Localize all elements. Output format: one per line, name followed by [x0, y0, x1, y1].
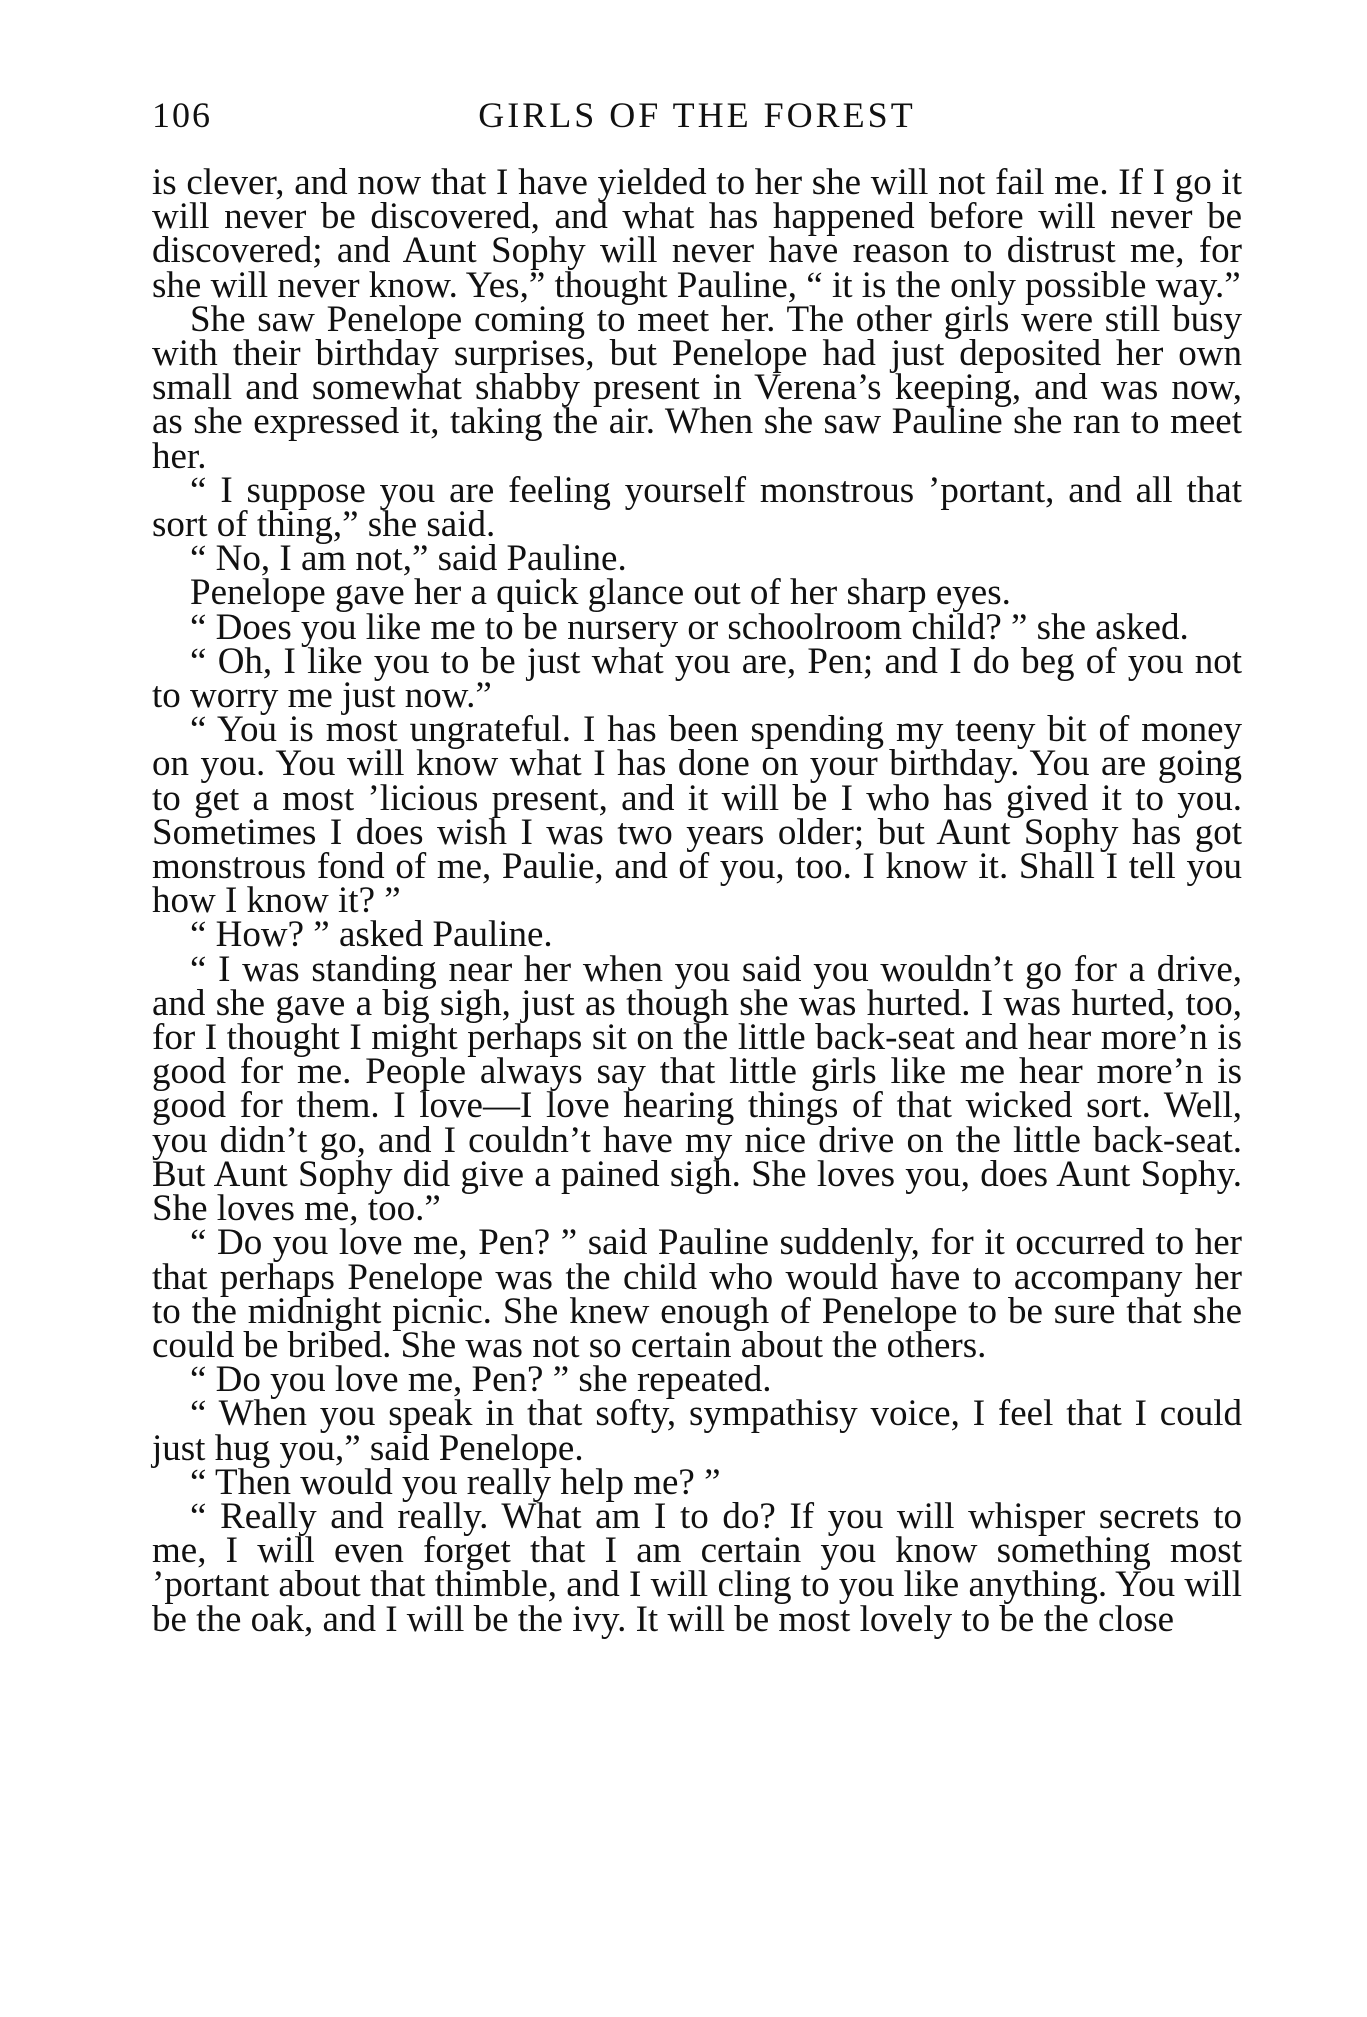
page-number: 106: [152, 95, 212, 135]
paragraph: “ You is most ungrateful. I has been spending my teeny bit of money on you. You will know what I has done on your birthday. You are going to get a most ’licious present, and it will be I who has gived it to you. Sometimes I does wish I was two years older; but Aunt Sophy has got monstrous fond of me, Paulie, and of you, too. I know it. Shall I tell you how I know it? ”: [152, 709, 1242, 922]
paragraph: “ I suppose you are feeling yourself monstrous ’portant, and all that sort of thing,” she said.: [152, 469, 1242, 546]
paragraph: is clever, and now that I have yielded to her she will not fail me. If I go it will never be discovered, and what has happened before will never be discovered; and Aunt Sophy will never have reason to distrust me, for she will never know. Yes,” thought Pauline, “ it is the only possible way.”: [152, 162, 1242, 306]
paragraph: “ Do you love me, Pen? ” said Pauline suddenly, for it occurred to her that perhaps Penelope was the child who would have to accompany her to the midnight picnic. She knew enough of Penelope to be sure that she could be bribed. She was not so certain about the others.: [152, 1222, 1242, 1366]
paragraph: “ Does you like me to be nursery or schoolroom child? ” she asked.: [190, 606, 1189, 648]
book-title: GIRLS OF THE FOREST: [478, 95, 916, 135]
paragraph: She saw Penelope coming to meet her. The other girls were still busy with their birthday surprises, but Penelope had just deposited her own small and somewhat shabby present in Verena’s keeping, and was now, as she expressed it, taking the air. When she saw Pauline she ran to meet her.: [152, 298, 1242, 477]
paragraph: “ Then would you really help me? ”: [190, 1461, 721, 1503]
paragraph: “ Do you love me, Pen? ” she repeated.: [190, 1359, 772, 1401]
paragraph: “ I was standing near her when you said you wouldn’t go for a drive, and she gave a big sigh, just as though she was hurted. I was hurted, too, for I thought I might perhaps sit on the little back-seat and hear more’n is good for me. People always say that little girls like me hear more’n is good for them. I love—I love hearing things of that wicked sort. Well, you didn’t go, and I couldn’t have my nice drive on the little back-seat. But Aunt Sophy did give a pained sigh. She loves you, does Aunt Sophy. She loves me, too.”: [152, 948, 1242, 1230]
paragraph: “ Oh, I like you to be just what you are, Pen; and I do beg of you not to worry me just now.”: [152, 640, 1242, 717]
paragraph: “ No, I am not,” said Pauline.: [190, 538, 627, 580]
paragraph: Penelope gave her a quick glance out of her sharp eyes.: [190, 572, 1011, 614]
body-text: [152, 162, 1242, 1640]
book-page: [152, 95, 1242, 1978]
paragraph: “ Really and really. What am I to do? If you will whisper secrets to me, I will even forget that I am certain you know something most ’portant about that thimble, and I will cling to you like anything. You will be the oak, and I will be the ivy. It will be most lovely to be the close: [152, 1495, 1242, 1640]
paragraph: “ How? ” asked Pauline.: [190, 914, 553, 956]
paragraph: “ When you speak in that softy, sympathisy voice, I feel that I could just hug you,” said Penelope.: [152, 1393, 1242, 1469]
running-head: [152, 95, 1242, 138]
